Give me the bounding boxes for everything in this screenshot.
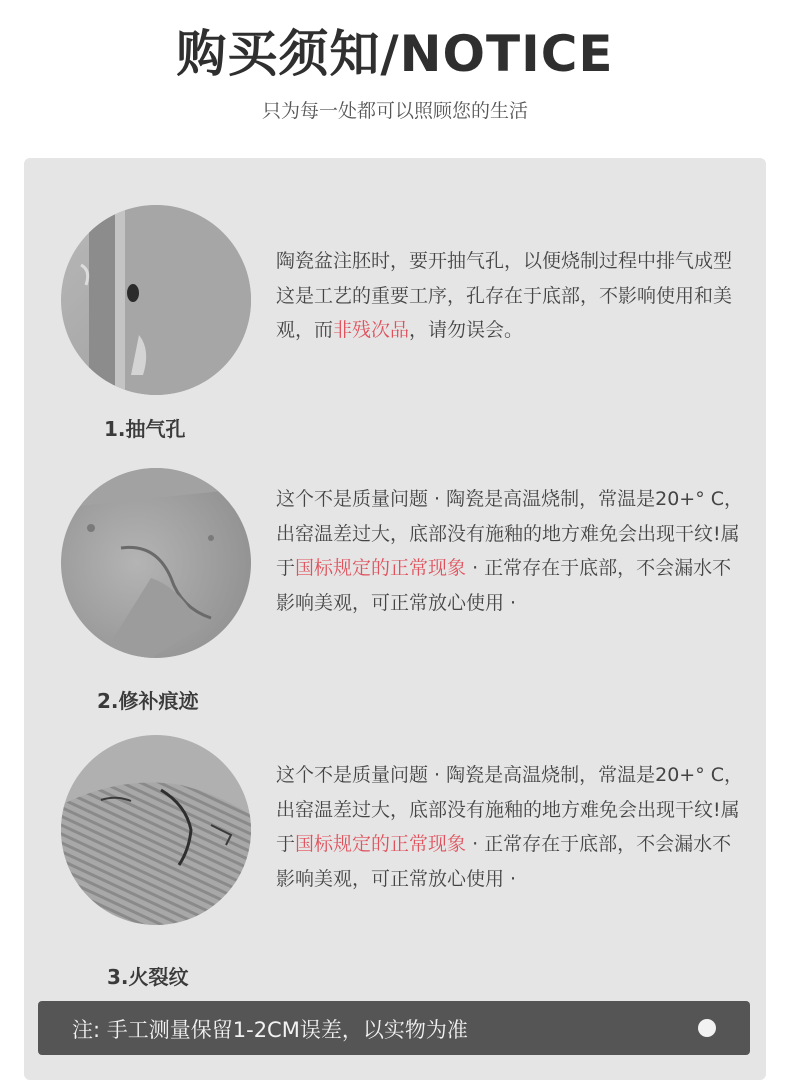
highlight-text: 非残次品 — [333, 319, 410, 341]
item-description: 这个不是质量问题 · 陶瓷是高温烧制，常温是20+° C，出窑温差过大，底部没有施釉的地方难免会出现干纹!属于国标规定的正常现象 · 正常存在于底部，不会漏水不影响美观，可正常放心使用 · — [276, 764, 744, 890]
fire-crack-photo — [61, 735, 251, 925]
page-title: 购买须知/NOTICE — [176, 25, 614, 83]
measurement-note-text: 注: 手工测量保留1-2CM误差，以实物为准 — [72, 1018, 468, 1042]
item-caption: 2.修补痕迹 — [97, 689, 199, 713]
item-caption: 3.火裂纹 — [107, 965, 189, 989]
repair-mark-photo — [61, 468, 251, 658]
highlight-text: 国标规定的正常现象 — [295, 833, 467, 855]
ceramic-hole-photo — [61, 205, 251, 395]
item-caption: 1.抽气孔 — [104, 417, 186, 441]
item-description: 陶瓷盆注胚时，要开抽气孔，以便烧制过程中排气成型这是工艺的重要工序，孔存在于底部，不影响使用和美观，而非残次品，请勿误会。 — [276, 250, 733, 341]
dot-icon — [698, 1019, 716, 1037]
notice-panel — [24, 158, 766, 1080]
item-description: 这个不是质量问题 · 陶瓷是高温烧制，常温是20+° C，出窑温差过大，底部没有施釉的地方难免会出现干纹!属于国标规定的正常现象 · 正常存在于底部，不会漏水不影响美观，可正常放心使用 · — [276, 488, 744, 614]
measurement-note-bar — [38, 1001, 750, 1055]
page-subtitle: 只为每一处都可以照顾您的生活 — [261, 100, 528, 122]
highlight-text: 国标规定的正常现象 — [295, 557, 467, 579]
